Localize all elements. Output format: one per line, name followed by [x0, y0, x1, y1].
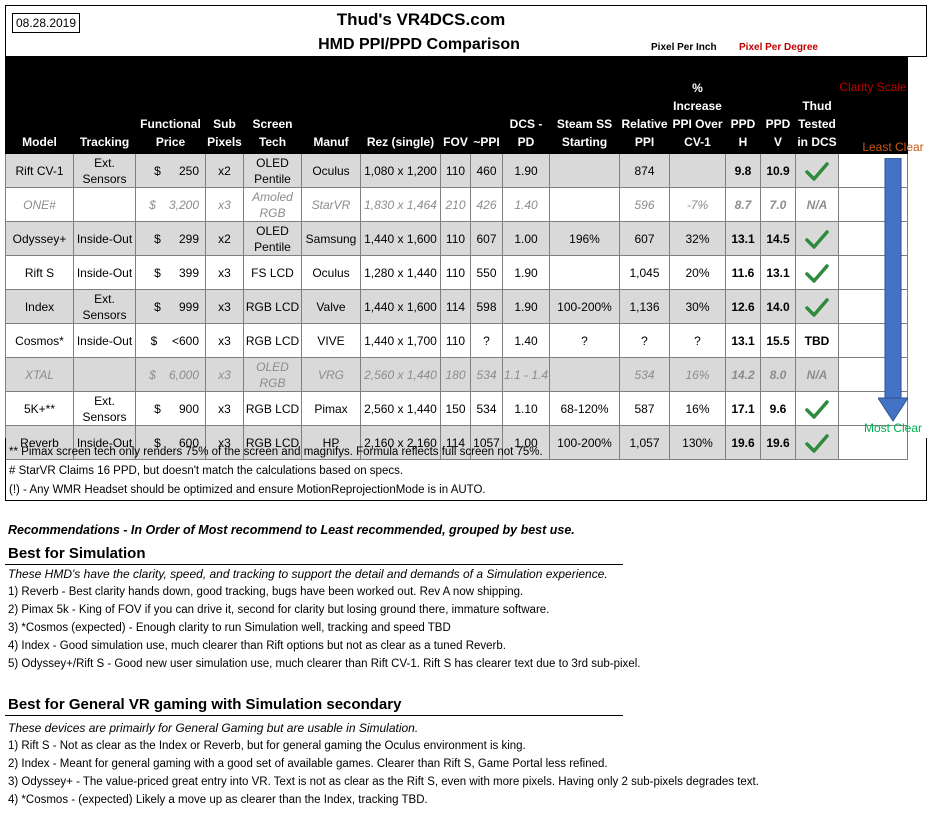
table-row	[6, 154, 908, 188]
cell-rel: 534	[620, 358, 670, 392]
cell-screen: OLED Pentile	[244, 222, 302, 256]
cell-model: ONE#	[6, 188, 74, 222]
list-item: 2) Index - Meant for general gaming with a good set of available games. Clearer than Rift S, Game Portal less refined.	[8, 758, 608, 770]
cell-fov: 110	[441, 256, 471, 290]
cell-fov: 114	[441, 426, 471, 460]
clarity-least-label: Least Clear	[862, 140, 924, 154]
currency-symbol: $	[150, 333, 158, 348]
cell-screen: OLED Pentile	[244, 154, 302, 188]
currency-symbol: $	[154, 299, 161, 314]
cell-rel: 1,045	[620, 256, 670, 290]
price-amount: 6,000	[168, 367, 199, 382]
cell-pd: 1.90	[503, 290, 550, 324]
tested-cell	[796, 222, 839, 256]
section-title-gaming: Best for General VR gaming with Simulation secondary	[8, 696, 402, 713]
header-row	[6, 58, 908, 154]
cell-ppdv: 15.5	[761, 324, 796, 358]
cell-ss	[550, 188, 620, 222]
cell-inc: 20%	[670, 256, 726, 290]
cell-manuf: StarVR	[302, 188, 361, 222]
col-header: Rez (single)	[361, 58, 441, 154]
cell-manuf: Oculus	[302, 256, 361, 290]
cell-ss	[550, 358, 620, 392]
cell-screen: RGB LCD	[244, 324, 302, 358]
cell-sub: x3	[206, 290, 244, 324]
check-icon	[804, 398, 830, 420]
check-icon	[804, 262, 830, 284]
cell-ppdh: 12.6	[726, 290, 761, 324]
cell-ppdv: 7.0	[761, 188, 796, 222]
table-row	[6, 392, 908, 426]
cell-fov: 110	[441, 222, 471, 256]
tested-cell	[796, 392, 839, 426]
cell-pd: 1.00	[503, 426, 550, 460]
footnote: (!) - Any WMR Headset should be optimized and ensure MotionReprojectionMode is in AUTO.	[9, 484, 486, 496]
cell-model: 5K+**	[6, 392, 74, 426]
cell-fov: 110	[441, 324, 471, 358]
date-cell: 08.28.2019	[12, 13, 80, 33]
cell-manuf: Valve	[302, 290, 361, 324]
cell-ppi: 607	[471, 222, 503, 256]
cell-sub: x3	[206, 188, 244, 222]
tested-cell	[796, 290, 839, 324]
cell-model: Rift CV-1	[6, 154, 74, 188]
cell-ss	[550, 154, 620, 188]
section-intro: These HMD's have the clarity, speed, and tracking to support the detail and demands of a Simulation experience.	[8, 567, 608, 581]
col-header: Manuf	[302, 58, 361, 154]
header	[5, 5, 927, 57]
col-header: PPD V	[761, 58, 796, 154]
currency-symbol: $	[154, 163, 161, 178]
cell-tracking: Inside-Out	[74, 324, 136, 358]
col-header: Thud Tested in DCS	[796, 58, 839, 154]
cell-sub: x2	[206, 154, 244, 188]
currency-symbol: $	[154, 435, 161, 450]
page-subtitle: HMD PPI/PPD Comparison	[318, 36, 520, 53]
cell-price	[136, 222, 206, 256]
cell-price	[136, 392, 206, 426]
cell-ppdh: 13.1	[726, 222, 761, 256]
cell-price	[136, 358, 206, 392]
cell-rez: 1,440 x 1,700	[361, 324, 441, 358]
cell-tracking	[74, 188, 136, 222]
col-header: Functional Price	[136, 58, 206, 154]
cell-ss: ?	[550, 324, 620, 358]
footnote: # StarVR Claims 16 PPD, but doesn't match the calculations based on specs.	[9, 465, 404, 477]
cell-price	[136, 324, 206, 358]
cell-ppdv: 14.5	[761, 222, 796, 256]
check-icon	[804, 160, 830, 182]
price-amount: 250	[178, 163, 199, 178]
col-header: PPD H	[726, 58, 761, 154]
cell-ppdv: 14.0	[761, 290, 796, 324]
cell-manuf: Pimax	[302, 392, 361, 426]
cell-model: XTAL	[6, 358, 74, 392]
list-item: 1) Rift S - Not as clear as the Index or Reverb, but for general gaming the Oculus environment is king.	[8, 740, 526, 752]
cell-sub: x3	[206, 392, 244, 426]
divider	[5, 564, 623, 565]
list-item: 1) Reverb - Best clarity hands down, good tracking, bugs have been worked out. Rev A now shipping.	[8, 586, 524, 598]
cell-inc	[670, 154, 726, 188]
cell-ppdv: 10.9	[761, 154, 796, 188]
section-title-simulation: Best for Simulation	[8, 545, 146, 562]
cell-tracking: Ext. Sensors	[74, 392, 136, 426]
cell-fov: 110	[441, 154, 471, 188]
cell-ppdh: 11.6	[726, 256, 761, 290]
cell-rel: 596	[620, 188, 670, 222]
cell-ppdh: 9.8	[726, 154, 761, 188]
cell-ppdh: 13.1	[726, 324, 761, 358]
comparison-table	[5, 57, 908, 460]
cell-fov: 150	[441, 392, 471, 426]
cell-ppi: ?	[471, 324, 503, 358]
table-row	[6, 188, 908, 222]
col-header: Relative PPI	[620, 58, 670, 154]
cell-ppdh: 19.6	[726, 426, 761, 460]
price-amount: 900	[178, 401, 199, 416]
cell-ppdh: 8.7	[726, 188, 761, 222]
price-amount: <600	[171, 333, 199, 348]
currency-symbol: $	[149, 197, 156, 212]
price-amount: 3,200	[168, 197, 199, 212]
col-header: % Increase PPI Over CV-1	[670, 58, 726, 154]
cell-pd: 1.10	[503, 392, 550, 426]
cell-manuf: VIVE	[302, 324, 361, 358]
cell-ppi: 534	[471, 358, 503, 392]
check-icon	[804, 228, 830, 250]
tested-cell	[796, 154, 839, 188]
cell-manuf: HP	[302, 426, 361, 460]
price-amount: 999	[178, 299, 199, 314]
col-header: ~PPI	[471, 58, 503, 154]
price-amount: 600	[178, 435, 199, 450]
cell-tested: N/A	[796, 188, 839, 222]
cell-rez: 1,440 x 1,600	[361, 222, 441, 256]
section-intro: These devices are primairly for General Gaming but are usable in Simulation.	[8, 721, 419, 735]
cell-model: Rift S	[6, 256, 74, 290]
cell-ppi: 426	[471, 188, 503, 222]
cell-ss: 100-200%	[550, 290, 620, 324]
cell-ppdv: 8.0	[761, 358, 796, 392]
tested-cell	[796, 256, 839, 290]
currency-symbol: $	[149, 367, 156, 382]
cell-price	[136, 154, 206, 188]
cell-tracking: Inside-Out	[74, 222, 136, 256]
table-row	[6, 256, 908, 290]
col-header: DCS - PD	[503, 58, 550, 154]
col-header-clarity: Clarity Scale	[839, 58, 908, 154]
cell-model: Index	[6, 290, 74, 324]
cell-sub: x2	[206, 222, 244, 256]
col-header: Model	[6, 58, 74, 154]
cell-screen: RGB LCD	[244, 290, 302, 324]
cell-manuf: Samsung	[302, 222, 361, 256]
table-row	[6, 324, 908, 358]
cell-screen: OLED RGB	[244, 358, 302, 392]
cell-manuf: VRG	[302, 358, 361, 392]
cell-tracking	[74, 358, 136, 392]
table-row	[6, 358, 908, 392]
cell-rel: 1,057	[620, 426, 670, 460]
cell-sub: x3	[206, 358, 244, 392]
cell-tracking: Inside-Out	[74, 256, 136, 290]
currency-symbol: $	[154, 265, 161, 280]
cell-screen: RGB LCD	[244, 426, 302, 460]
cell-rez: 2,560 x 1,440	[361, 392, 441, 426]
cell-ppdv: 19.6	[761, 426, 796, 460]
check-icon	[804, 296, 830, 318]
cell-rez: 1,080 x 1,200	[361, 154, 441, 188]
col-header: Screen Tech	[244, 58, 302, 154]
cell-manuf: Oculus	[302, 154, 361, 188]
cell-tracking: Inside-Out	[74, 426, 136, 460]
cell-rel: ?	[620, 324, 670, 358]
cell-pd: 1.90	[503, 256, 550, 290]
currency-symbol: $	[154, 401, 161, 416]
cell-ppi: 550	[471, 256, 503, 290]
cell-ss	[550, 256, 620, 290]
col-header: Tracking	[74, 58, 136, 154]
cell-ppdh: 17.1	[726, 392, 761, 426]
cell-screen: FS LCD	[244, 256, 302, 290]
recommendations-heading: Recommendations - In Order of Most recommend to Least recommended, grouped by best use.	[8, 523, 575, 537]
cell-rez: 1,280 x 1,440	[361, 256, 441, 290]
cell-pd: 1.1 - 1.4	[503, 358, 550, 392]
cell-sub: x3	[206, 426, 244, 460]
cell-sub: x3	[206, 324, 244, 358]
clarity-most-label: Most Clear	[863, 421, 922, 435]
table-body	[6, 154, 908, 460]
cell-ss: 196%	[550, 222, 620, 256]
cell-inc: 30%	[670, 290, 726, 324]
cell-price	[136, 256, 206, 290]
cell-screen: RGB LCD	[244, 392, 302, 426]
cell-rez: 2,160 x 2,160	[361, 426, 441, 460]
cell-ss: 68-120%	[550, 392, 620, 426]
col-header: FOV	[441, 58, 471, 154]
table-row	[6, 222, 908, 256]
list-item: 4) *Cosmos - (expected) Likely a move up as clearer than the Index, tracking TBD.	[8, 794, 428, 806]
cell-model: Cosmos*	[6, 324, 74, 358]
col-header: Sub Pixels	[206, 58, 244, 154]
list-item: 3) *Cosmos (expected) - Enough clarity to run Simulation well, tracking and speed TBD	[8, 622, 451, 634]
cell-rez: 1,440 x 1,600	[361, 290, 441, 324]
cell-inc: -7%	[670, 188, 726, 222]
list-item: 4) Index - Good simulation use, much clearer than Rift options but not as clear as a tuned Reverb.	[8, 640, 506, 652]
cell-ppdv: 13.1	[761, 256, 796, 290]
cell-inc: 130%	[670, 426, 726, 460]
cell-model: Reverb	[6, 426, 74, 460]
currency-symbol: $	[154, 231, 161, 246]
divider	[5, 715, 623, 716]
cell-rez: 2,560 x 1,440	[361, 358, 441, 392]
ppd-legend: Pixel Per Degree	[739, 42, 818, 53]
cell-tracking: Ext. Sensors	[74, 290, 136, 324]
cell-tracking: Ext. Sensors	[74, 154, 136, 188]
cell-pd: 1.40	[503, 324, 550, 358]
table-row	[6, 290, 908, 324]
cell-pd: 1.00	[503, 222, 550, 256]
cell-sub: x3	[206, 256, 244, 290]
cell-inc: 16%	[670, 358, 726, 392]
ppi-legend: Pixel Per Inch	[651, 42, 717, 53]
cell-fov: 210	[441, 188, 471, 222]
cell-model: Odyssey+	[6, 222, 74, 256]
col-header: Steam SS Starting	[550, 58, 620, 154]
cell-ppdv: 9.6	[761, 392, 796, 426]
cell-rel: 607	[620, 222, 670, 256]
cell-ppi: 460	[471, 154, 503, 188]
cell-rel: 587	[620, 392, 670, 426]
cell-pd: 1.90	[503, 154, 550, 188]
list-item: 3) Odyssey+ - The value-priced great entry into VR. Text is not as clear as the Rift S, even with more pixels. Having only 2 sub-pixels degrades text.	[8, 776, 759, 788]
cell-ss: 100-200%	[550, 426, 620, 460]
price-amount: 299	[178, 231, 199, 246]
footnotes	[5, 435, 927, 501]
page-title: Thud's VR4DCS.com	[336, 10, 506, 29]
list-item: 2) Pimax 5k - King of FOV if you can drive it, second for clarity but losing ground there, immature software.	[8, 604, 550, 616]
list-item: 5) Odyssey+/Rift S - Good new user simulation use, much clearer than Rift CV-1. Rift S has clearer text due to 3rd sub-pixel.	[8, 658, 641, 670]
cell-ppi: 1057	[471, 426, 503, 460]
cell-ppi: 534	[471, 392, 503, 426]
cell-ppdh: 14.2	[726, 358, 761, 392]
cell-inc: 32%	[670, 222, 726, 256]
cell-tested: TBD	[796, 324, 839, 358]
cell-inc: ?	[670, 324, 726, 358]
cell-screen: Amoled RGB	[244, 188, 302, 222]
cell-tested: N/A	[796, 358, 839, 392]
clarity-scale	[858, 132, 928, 438]
cell-price	[136, 188, 206, 222]
cell-rel: 1,136	[620, 290, 670, 324]
clarity-arrow-icon	[878, 158, 908, 422]
cell-fov: 114	[441, 290, 471, 324]
price-amount: 399	[178, 265, 199, 280]
cell-rel: 874	[620, 154, 670, 188]
cell-inc: 16%	[670, 392, 726, 426]
cell-fov: 180	[441, 358, 471, 392]
footnote: ** Pimax screen tech only renders 75% of the screen and magnifys. Formula reflects full screen not 75%.	[9, 446, 543, 458]
cell-price	[136, 290, 206, 324]
cell-pd: 1.40	[503, 188, 550, 222]
cell-ppi: 598	[471, 290, 503, 324]
cell-rez: 1,830 x 1,464	[361, 188, 441, 222]
